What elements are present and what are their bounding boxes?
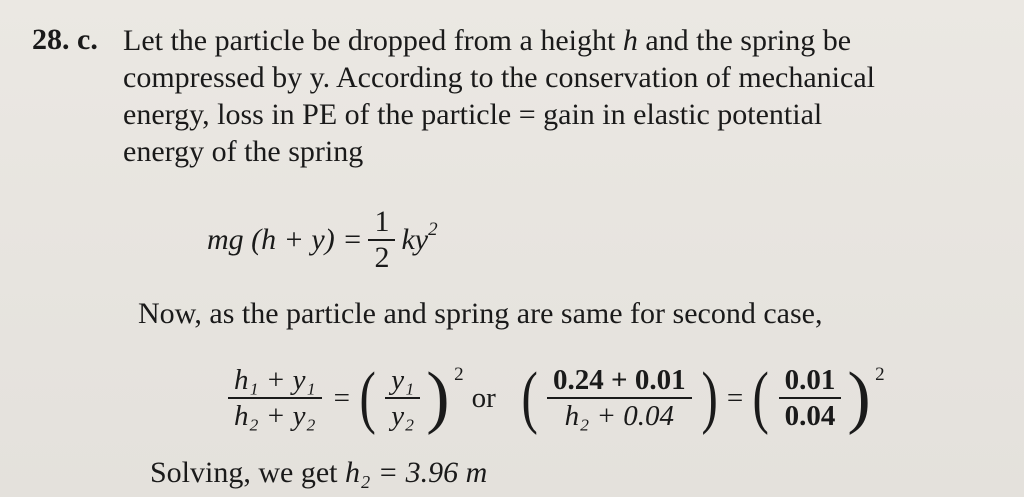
result-value: h₂ = 3.96 m	[345, 456, 488, 489]
eq1-denominator: 2	[374, 241, 390, 274]
left-paren: (	[752, 359, 770, 436]
equals-sign-1: =	[333, 381, 350, 414]
right-paren: )	[426, 359, 450, 436]
eq2-paren-group-3	[749, 359, 885, 436]
ratio-equation	[222, 348, 885, 448]
exponent-1: 2	[454, 364, 464, 385]
para-line-4: energy of the spring	[123, 135, 364, 168]
eq1-numerator: 1	[374, 205, 390, 238]
eq2-paren-group-2	[518, 359, 721, 436]
left-paren: (	[359, 359, 376, 436]
solution-result: Solving, we get h₂ = 3.96 m	[150, 456, 488, 489]
para-line-3: energy, loss in PE of the particle = gain in elastic potential	[123, 98, 823, 131]
para-line-1: Let the particle be dropped from a height h and the spring be	[123, 24, 852, 57]
problem-number: 28. c.	[32, 23, 98, 56]
or-word: or	[471, 381, 496, 414]
var-h: h	[622, 24, 638, 57]
para-line-2: compressed by y. According to the conservation of mechanical	[123, 61, 875, 94]
exponent-2: 2	[875, 364, 885, 385]
right-paren: )	[847, 359, 871, 436]
equals-sign-2: =	[726, 381, 744, 414]
eq1-rhs: $ky^2$	[401, 219, 438, 256]
solution-paragraph	[123, 22, 983, 170]
eq2-fraction-4: $\frac{0.01}{0.04}$	[779, 363, 842, 433]
now-sentence: Now, as the particle and spring are same for second case,	[138, 297, 823, 330]
eq2-fraction-1: $\frac{\text{h₁ + y₁}}{\text{h₂ + y₂}}$	[228, 363, 322, 433]
eq1-lhs: mg (h + y) =	[207, 223, 363, 256]
option-label: c.	[77, 23, 98, 56]
left-paren: (	[521, 359, 538, 436]
eq1-half-fraction	[368, 205, 395, 275]
eq1-exponent: 2	[428, 219, 438, 240]
energy-equation	[207, 195, 438, 285]
eq2-fraction-2: $\frac{\text{y₁}}{\text{y₂}}$	[385, 363, 420, 433]
eq2-paren-group-1	[356, 359, 464, 436]
eq2-fraction-3: $\frac{0.24 + 0.01}{\text{h₂ + 0.04}}$	[547, 363, 692, 433]
right-paren: )	[701, 359, 718, 436]
